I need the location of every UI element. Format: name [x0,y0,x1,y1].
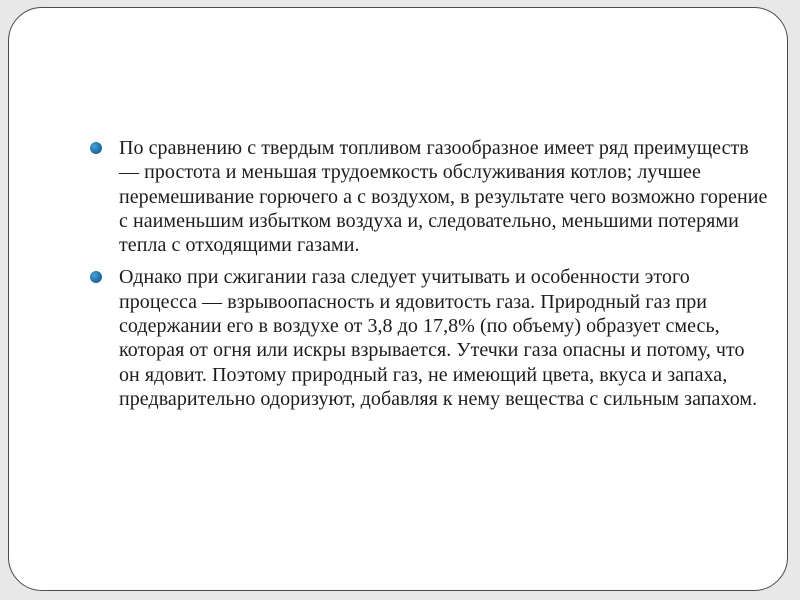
slide-panel [8,7,788,591]
bullet-text: По сравнению с твердым топливом газообразное имеет ряд преимуществ — простота и меньшая трудоемкость обслуживания котлов; лучшее перемешивание горючего а с воздухом, в результате чего возможно горение с наименьшим избытком воздуха и, следовательно, меньшими потерями тепла с отходящими газами. [119,137,768,257]
list-item [89,265,769,411]
list-item [89,136,769,257]
bullet-text: Однако при сжигании газа следует учитывать и особенности этого процесса — взрывоопасность и ядовитость газа. Природный газ при содержании его в воздухе от 3,8 до 17,8% (по объему) образует смесь, которая от огня или искры взрывается. Утечки газа опасны и потому, что он ядовит. Поэтому природный газ, не имеющий цвета, вкуса и запаха, предварительно одоризуют, добавляя к нему вещества с сильным запахом. [119,266,758,410]
round-bullet-icon [90,142,102,154]
bullet-list [89,136,769,419]
round-bullet-icon [90,271,102,283]
